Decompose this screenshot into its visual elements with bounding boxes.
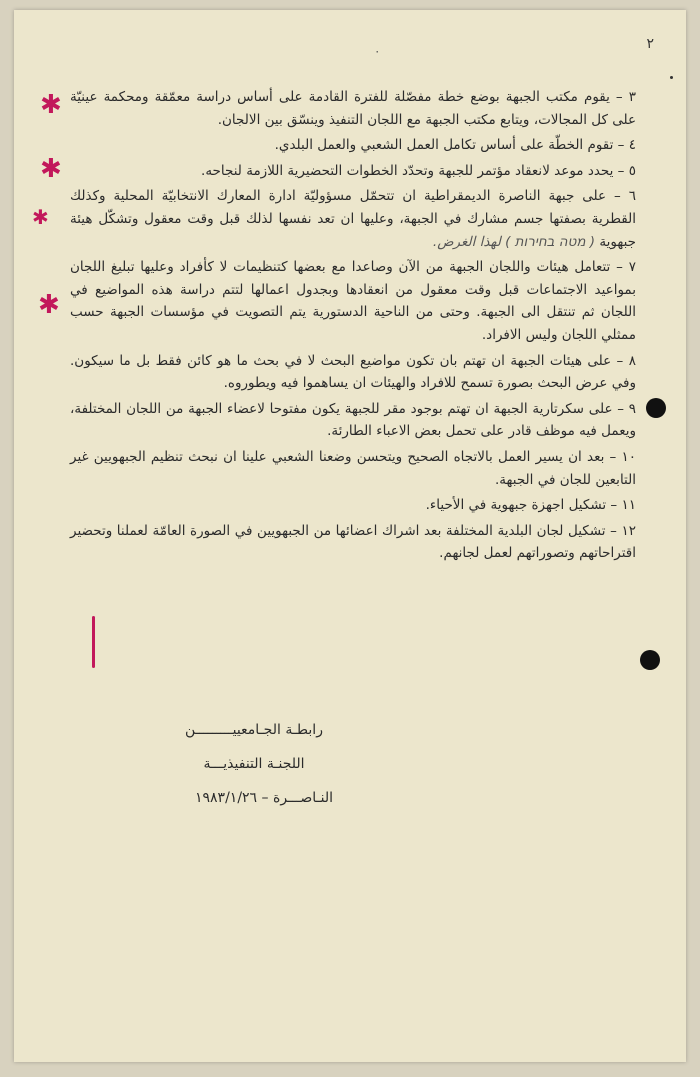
- paragraph-10: ١٠ – بعد ان يسير العمل بالاتجاه الصحيح ويتحسن وضعنا الشعبي علينا ان نبحث تنظيم الجبهويين غير التابعين للجان في الجبهة.: [70, 448, 636, 488]
- paragraph-3: ٣ – يقوم مكتب الجبهة بوضع خطة مفصّلة للفترة القادمة على أساس دراسة معمّقة ومحكمة عينيّة على كل المجالات، ويتابع مكتب الجبهة مع اللجان التنفيذ وينسّق بين الالجان.: [70, 89, 636, 128]
- page-number: ٢: [646, 36, 654, 52]
- red-star-annotation: ✱: [40, 90, 62, 120]
- paragraph-12: ١٢ – تشكيل لجان البلدية المختلفة بعد اشراك اعضائها من الجبهويين في الصورة العامّة لعملنا وتحضير اقتراحاتهم وتصوراتهم لعمل لجانهم.: [70, 522, 636, 562]
- paragraph-4: ٤ – تقوم الخطّة على أساس تكامل العمل الشعبي والعمل البلدي.: [274, 137, 636, 154]
- signature-place-date: النـاصـــرة – ١٩٨٣/١/٢٦: [195, 790, 333, 806]
- paragraph-6-text: ٦ – على جبهة الناصرة الديمقراطية ان تتحمّل مسؤوليّة ادارة المعارك الانتخابيّة المحلية وكذلك القطرية بصفتها جسم مشارك في الجبهة، وعليها ان تعد نفسها لذلك قبل وقت معقول وتشكّل هيئة جبهوية: [70, 188, 636, 250]
- handwritten-note: ( מטה בחירות ) لهذا الغرض.: [432, 233, 596, 250]
- paragraph-8: ٨ – على هيئات الجبهة ان تهتم بان تكون مواضيع البحث لا في بحث ما هو كائن فقط بل ما سيكون. وفي عرض البحث بصورة تسمح للافراد والهيئات ان يساهموا فيه ويطوروه.: [70, 352, 636, 392]
- paragraph-6: [70, 185, 636, 253]
- paragraph-7: ٧ – تتعامل هيئات واللجان الجبهة من الآن وصاعدا مع بعضها كتنظيمات لا كأفراد وعليها تبليغ اللجان بمواعيد الاجتماعات قبل وقت معقول من انعقادها وبجدول اعمالها لتتم دراسة هذه المواضيع في اللجان ثم تنتقل الى الجبهة. وحتى من الناحية الدستورية يتم التصويت في مؤسسات الجبهة حسب ممثلي اللجان وليس الافراد.: [70, 259, 636, 343]
- paragraph-11: ١١ – تشكيل اجهزة جبهوية في الأحياء.: [425, 497, 636, 514]
- paragraph-5: ٥ – يحدد موعد لانعقاد مؤتمر للجبهة وتحدّد الخطوات التحضيرية اللازمة لنجاحه.: [201, 162, 636, 179]
- signature-committee: اللجنـة التنفيذيـــة: [203, 756, 305, 772]
- punch-hole: [640, 650, 660, 670]
- red-margin-line: [92, 616, 95, 668]
- document-page: [14, 10, 686, 1062]
- punch-hole: [646, 398, 666, 418]
- header-mark: ٠: [374, 44, 381, 58]
- red-star-annotation: ✱: [38, 290, 60, 320]
- signature-org: رابطـة الجـامعييـــــــــن: [185, 722, 323, 738]
- ink-dot: [670, 76, 673, 79]
- paragraph-9: ٩ – على سكرتارية الجبهة ان تهتم بوجود مقر للجبهة يكون مفتوحا لاعضاء الجبهة من اللجان المختلفة، ويعمل فيه موظف قادر على تحمل بعض الاعباء الطارئة.: [70, 400, 636, 440]
- red-star-annotation: ✱: [32, 205, 49, 229]
- red-star-annotation: ✱: [40, 154, 62, 184]
- document-body: [70, 86, 636, 568]
